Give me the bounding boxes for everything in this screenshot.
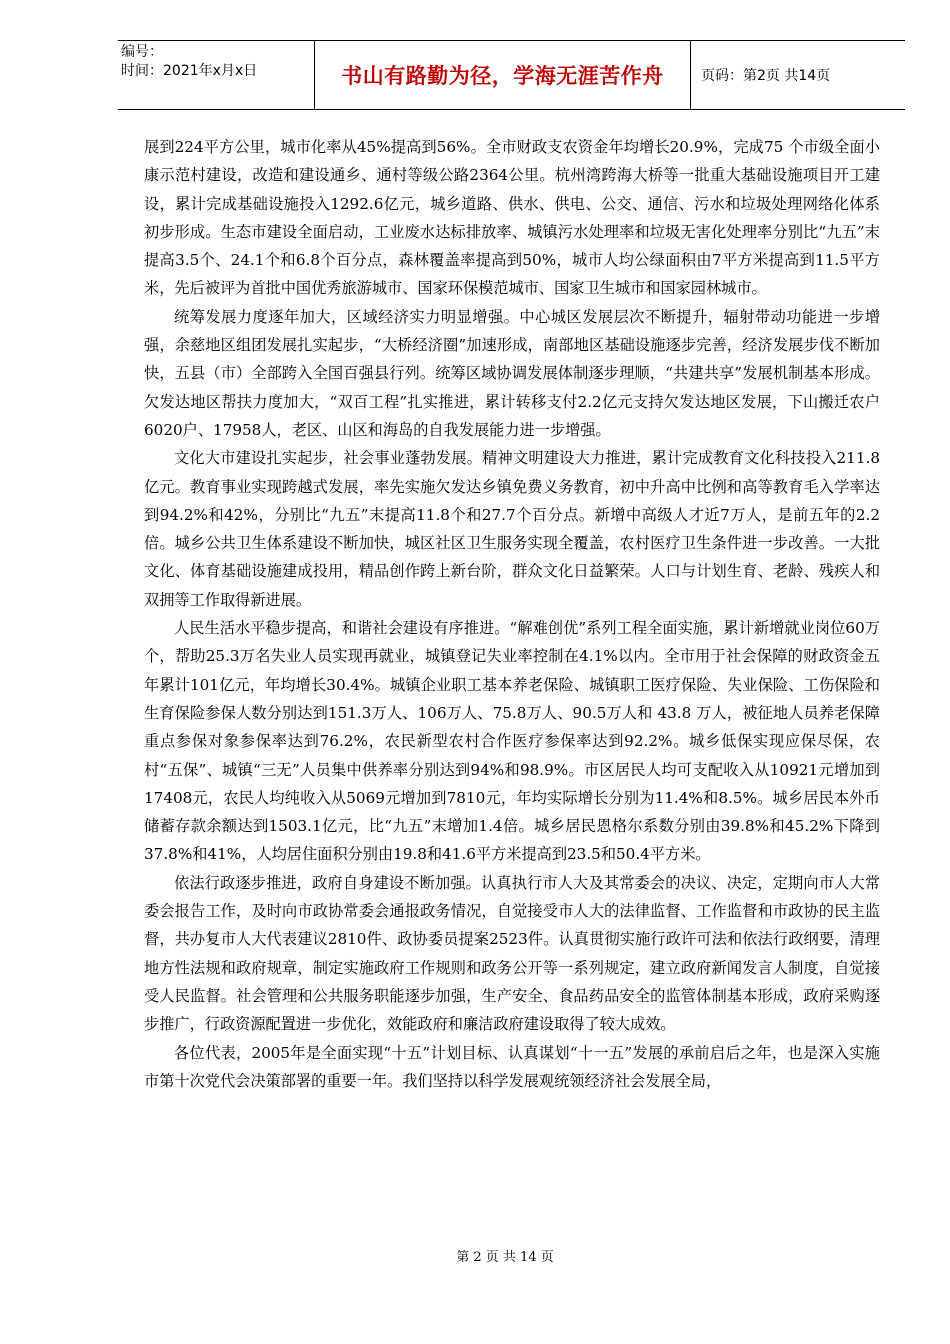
time-label: 时间：2021年x月x日 [121, 63, 258, 79]
header-slogan: 书山有路勤为径，学海无涯苦作舟 [315, 41, 691, 109]
number-label: 编号： [121, 44, 163, 60]
document-header [118, 40, 905, 110]
paragraph: 统筹发展力度逐年加大，区域经济实力明显增强。中心城区发展层次不断提升，辐射带动功能进一步增强，余慈地区组团发展扎实起步，“大桥经济圈”加速形成，南部地区基础设施逐步完善，经济发展步伐不断加快，五县（市）全部跨入全国百强县行列。统筹区域协调发展体制逐步理顺，“共建共享”发展机制基本形成。欠发达地区帮扶力度加大，“双百工程”扎实推进，累计转移支付2.2亿元支持欠发达地区发展，下山搬迁农户6020户、17958人，老区、山区和海岛的自我发展能力进一步增强。 [144, 307, 880, 439]
paragraph: 展到224平方公里，城市化率从45%提高到56%。全市财政支农资金年均增长20.9%，完成75 个市级全面小康示范村建设，改造和建设通乡、通村等级公路2364公里。杭州湾跨海大桥等一批重大基础设施项目开工建设，累计完成基础设施投入1292.6亿元，城乡道路、供水、供电、公交、通信、污水和垃圾处理网络化体系初步形成。生态市建设全面启动，工业废水达标排放率、城镇污水处理率和垃圾无害化处理率分别比“九五”末提高3.5个、24.1个和6.8个百分点，森林覆盖率提高到50%，城市人均公绿面积由7平方米提高到11.5平方米，先后被评为首批中国优秀旅游城市、国家环保模范城市、国家卫生城市和国家园林城市。 [144, 138, 880, 298]
header-page-label: 页码：第2页 共14页 [701, 68, 831, 84]
header-meta [118, 41, 315, 109]
paragraph: 人民生活水平稳步提高，和谐社会建设有序推进。“解难创优”系列工程全面实施，累计新增就业岗位60万个，帮助25.3万名失业人员实现再就业，城镇登记失业率控制在4.1%以内。全市用于社会保障的财政资金五年累计101亿元，年均增长30.4%。城镇企业职工基本养老保险、城镇职工医疗保险、失业保险、工伤保险和生育保险参保人数分别达到151.3万人、106万人、75.8万人、90.5万人和 43.8 万人，被征地人员养老保障重点参保对象参保率达到76.2%，农民新型农村合作医疗参保率达到92.2%。城乡低保实现应保尽保，农村“五保”、城镇“三无”人员集中供养率分别达到94%和98.9%。市区居民人均可支配收入从10921元增加到17408元，农民人均纯收入从5069元增加到7810元，年均实际增长分别为11.4%和8.5%。城乡居民本外币储蓄存款余额达到1503.1亿元，比“九五”末增加1.4倍。城乡居民恩格尔系数分别由39.8%和45.2%下降到37.8%和41%，人均居住面积分别由19.8和41.6平方米提高到23.5和50.4平方米。 [144, 619, 880, 864]
paragraph: 文化大市建设扎实起步，社会事业蓬勃发展。精神文明建设大力推进，累计完成教育文化科技投入211.8亿元。教育事业实现跨越式发展，率先实施欠发达乡镇免费义务教育，初中升高中比例和高等教育毛入学率达到94.2%和42%，分别比“九五”末提高11.8个和27.7个百分点。新增中高级人才近7万人，是前五年的2.2倍。城乡公共卫生体系建设不断加快，城区社区卫生服务实现全覆盖，农村医疗卫生条件进一步改善。一大批文化、体育基础设施建成投用，精品创作跨上新台阶，群众文化日益繁荣。人口与计划生育、老龄、残疾人和双拥等工作取得新进展。 [144, 449, 880, 609]
document-body [144, 133, 880, 1095]
paragraph: 各位代表，2005年是全面实现“十五”计划目标、认真谋划“十一五”发展的承前启后之年，也是深入实施市第十次党代会决策部署的重要一年。我们坚持以科学发展观统领经济社会发展全局， [144, 1043, 880, 1090]
paragraph: 依法行政逐步推进，政府自身建设不断加强。认真执行市人大及其常委会的决议、决定，定期向市人大常委会报告工作，及时向市政协常委会通报政务情况，自觉接受市人大的法律监督、工作监督和市政协的民主监督，共办复市人大代表建议2810件、政协委员提案2523件。认真贯彻实施行政许可法和依法行政纲要，清理地方性法规和政府规章，制定实施政府工作规则和政务公开等一系列规定，建立政府新闻发言人制度，自觉接受人民监督。社会管理和公共服务职能逐步加强，生产安全、食品药品安全的监管体制基本形成，政府采购逐步推广，行政资源配置进一步优化，效能政府和廉洁政府建设取得了较大成效。 [144, 873, 880, 1034]
footer-page-number: 第 2 页 共 14 页 [456, 1250, 554, 1265]
page-footer [0, 1246, 950, 1265]
